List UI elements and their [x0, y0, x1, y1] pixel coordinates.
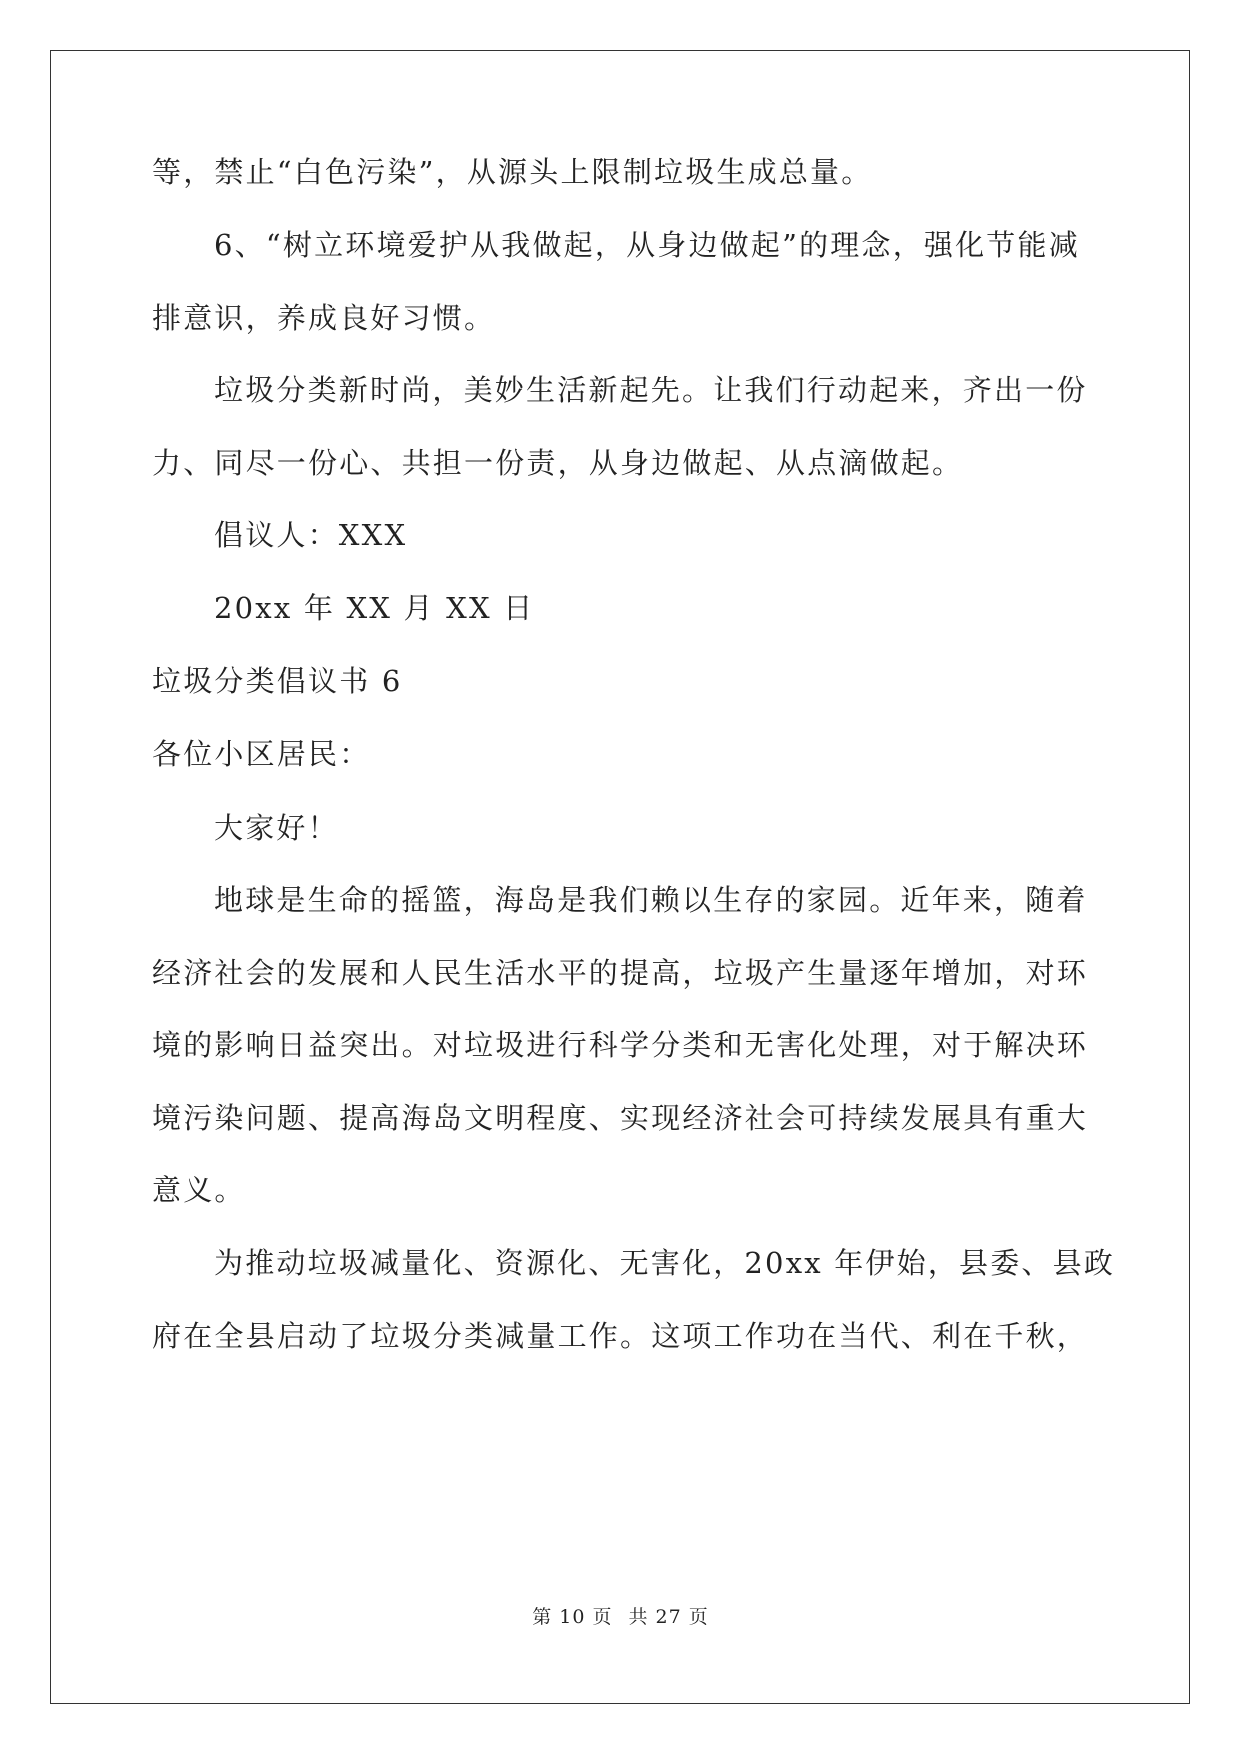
- body-line-13: 境的影响日益突出。对垃圾进行科学分类和无害化处理，对于解决环: [152, 1028, 1089, 1062]
- body-line-3: 排意识，养成良好习惯。: [152, 301, 496, 335]
- total-pages-label: 共 27 页: [628, 1606, 709, 1628]
- date-line: 20xx 年 XX 月 XX 日: [214, 591, 535, 625]
- body-line-1: 等，禁止“白色污染”，从源头上限制垃圾生成总量。: [152, 155, 873, 189]
- body-line-2: 6、“树立环境爱护从我做起，从身边做起”的理念，强化节能减: [214, 228, 1080, 262]
- page-footer: [0, 1605, 1241, 1629]
- salutation: 各位小区居民：: [152, 737, 371, 771]
- section-heading: 垃圾分类倡议书 6: [152, 664, 403, 698]
- current-page-label: 第 10 页: [532, 1606, 613, 1628]
- body-line-4: 垃圾分类新时尚，美妙生活新起先。让我们行动起来，齐出一份: [214, 373, 1088, 407]
- signatory-line: 倡议人：XXX: [214, 518, 408, 552]
- body-line-14: 境污染问题、提高海岛文明程度、实现经济社会可持续发展具有重大: [152, 1101, 1089, 1135]
- body-line-5: 力、同尽一份心、共担一份责，从身边做起、从点滴做起。: [152, 446, 964, 480]
- body-line-12: 经济社会的发展和人民生活水平的提高，垃圾产生量逐年增加，对环: [152, 956, 1089, 990]
- body-line-16: 为推动垃圾减量化、资源化、无害化，20xx 年伊始，县委、县政: [214, 1246, 1116, 1280]
- body-line-17: 府在全县启动了垃圾分类减量工作。这项工作功在当代、利在千秋，: [152, 1319, 1089, 1353]
- greeting: 大家好！: [214, 811, 339, 845]
- body-line-11: 地球是生命的摇篮，海岛是我们赖以生存的家园。近年来，随着: [214, 883, 1088, 917]
- body-line-15: 意义。: [152, 1173, 246, 1207]
